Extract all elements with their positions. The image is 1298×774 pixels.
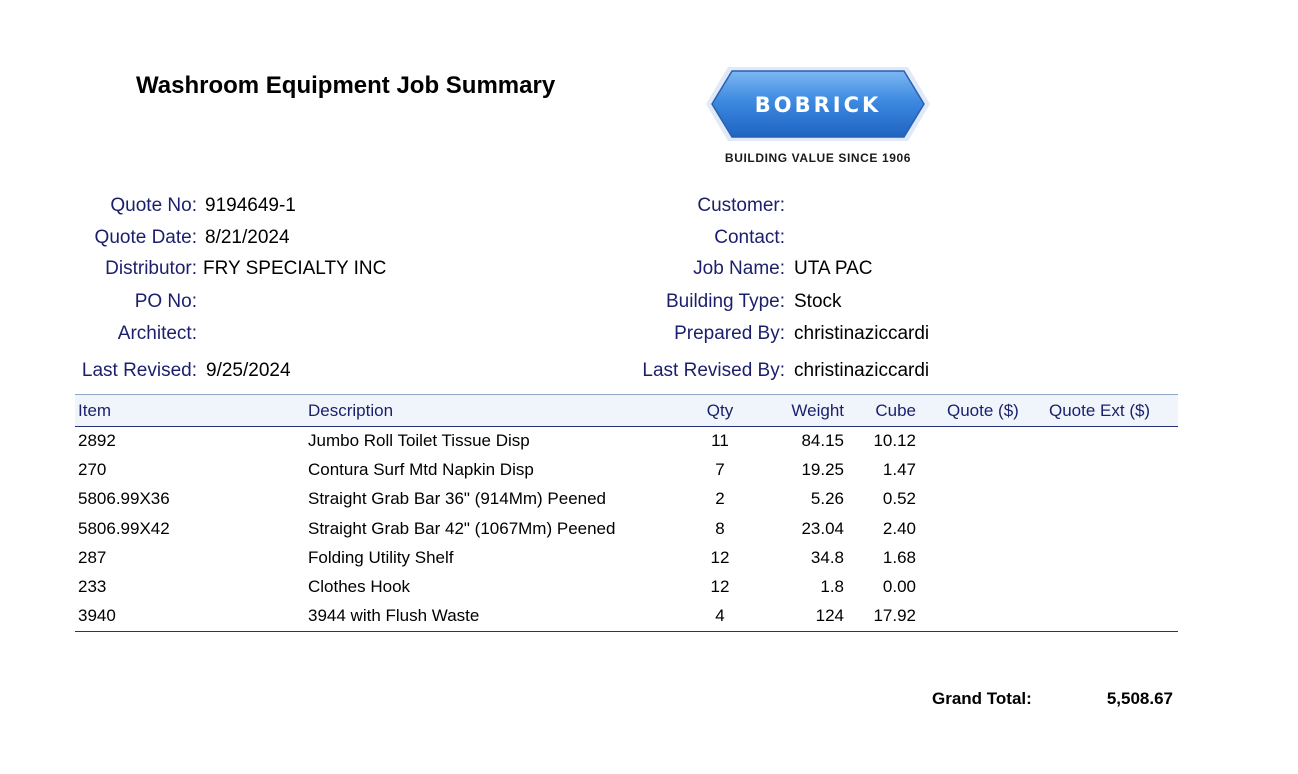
prepared-by-value: christinaziccardi (794, 323, 930, 344)
cell-description: Clothes Hook (308, 576, 411, 596)
cell-description: 3944 with Flush Waste (308, 606, 480, 626)
prepared-by-label: Prepared By: (674, 323, 785, 344)
customer-label: Customer: (697, 195, 785, 216)
items-table (75, 394, 1178, 632)
grand-total-value: 5,508.67 (1106, 689, 1173, 708)
job-name-value: UTA PAC (794, 258, 873, 279)
cell-cube: 2.40 (882, 518, 916, 538)
table-header (75, 394, 1178, 427)
cell-item: 5806.99X36 (78, 489, 170, 509)
cell-cube: 17.92 (873, 606, 916, 626)
cell-cube: 1.68 (882, 547, 916, 567)
table-body (75, 427, 1178, 632)
cell-weight: 19.25 (801, 460, 844, 480)
last-revised-by-label: Last Revised By: (642, 360, 785, 381)
cell-description: Contura Surf Mtd Napkin Disp (308, 460, 534, 480)
cell-description: Jumbo Roll Toilet Tissue Disp (308, 431, 530, 450)
cell-description: Folding Utility Shelf (308, 547, 454, 567)
cell-weight: 84.15 (801, 431, 844, 450)
quote-date-label: Quote Date: (94, 227, 197, 248)
table-row (75, 485, 1178, 514)
cell-cube: 10.12 (873, 431, 916, 450)
logo-tagline: BUILDING VALUE SINCE 1906 (724, 151, 912, 165)
cell-item: 2892 (78, 431, 116, 450)
table-row (75, 573, 1178, 602)
cell-cube: 0.52 (882, 489, 916, 509)
cell-qty: 11 (711, 431, 729, 450)
bobrick-logo (702, 61, 934, 171)
logo-wordmark: BOBRICK (754, 93, 882, 117)
cell-weight: 23.04 (801, 518, 844, 538)
header-qty: Qty (706, 401, 734, 420)
header-cube: Cube (875, 401, 916, 420)
building-type-value: Stock (794, 291, 842, 312)
cell-qty: 4 (715, 606, 725, 626)
quote-no-value: 9194649-1 (205, 195, 296, 216)
cell-weight: 34.8 (810, 547, 844, 567)
contact-label: Contact: (714, 227, 785, 248)
grand-total-label: Grand Total: (932, 689, 1032, 708)
quote-no-label: Quote No: (110, 195, 197, 216)
quote-date-value: 8/21/2024 (205, 227, 290, 248)
last-revised-value: 9/25/2024 (206, 360, 291, 381)
cell-item: 3940 (78, 606, 116, 626)
cell-qty: 7 (715, 460, 725, 480)
distributor-value: FRY SPECIALTY INC (203, 258, 387, 279)
cell-description: Straight Grab Bar 36" (914Mm) Peened (308, 489, 607, 509)
page-title: Washroom Equipment Job Summary (136, 72, 556, 99)
cell-qty: 2 (715, 489, 725, 509)
cell-item: 233 (78, 576, 107, 596)
architect-label: Architect: (117, 323, 197, 344)
cell-item: 287 (78, 547, 107, 567)
table-row (75, 515, 1178, 544)
cell-item: 5806.99X42 (78, 518, 170, 538)
table-row (75, 544, 1178, 573)
cell-weight: 1.8 (820, 576, 844, 596)
header-description: Description (308, 401, 394, 420)
cell-qty: 8 (715, 518, 725, 538)
last-revised-label: Last Revised: (81, 360, 197, 381)
header-quote: Quote ($) (947, 401, 1019, 420)
cell-item: 270 (78, 460, 107, 480)
cell-cube: 1.47 (882, 460, 916, 480)
cell-weight: 124 (815, 606, 844, 626)
last-revised-by-value: christinaziccardi (794, 360, 930, 381)
table-row (75, 427, 1178, 456)
po-no-label: PO No: (134, 291, 197, 312)
distributor-label: Distributor: (105, 258, 197, 279)
building-type-label: Building Type: (665, 291, 785, 312)
cell-cube: 0.00 (882, 576, 916, 596)
header-quote-ext: Quote Ext ($) (1049, 401, 1151, 420)
cell-qty: 12 (710, 547, 730, 567)
cell-qty: 12 (710, 576, 730, 596)
bobrick-logo-badge (702, 61, 934, 147)
cell-description: Straight Grab Bar 42" (1067Mm) Peened (308, 518, 616, 538)
header-weight: Weight (791, 401, 844, 420)
job-name-label: Job Name: (693, 258, 785, 279)
table-row (75, 456, 1178, 485)
header-item: Item (78, 401, 112, 420)
table-row (75, 602, 1178, 631)
cell-weight: 5.26 (810, 489, 844, 509)
